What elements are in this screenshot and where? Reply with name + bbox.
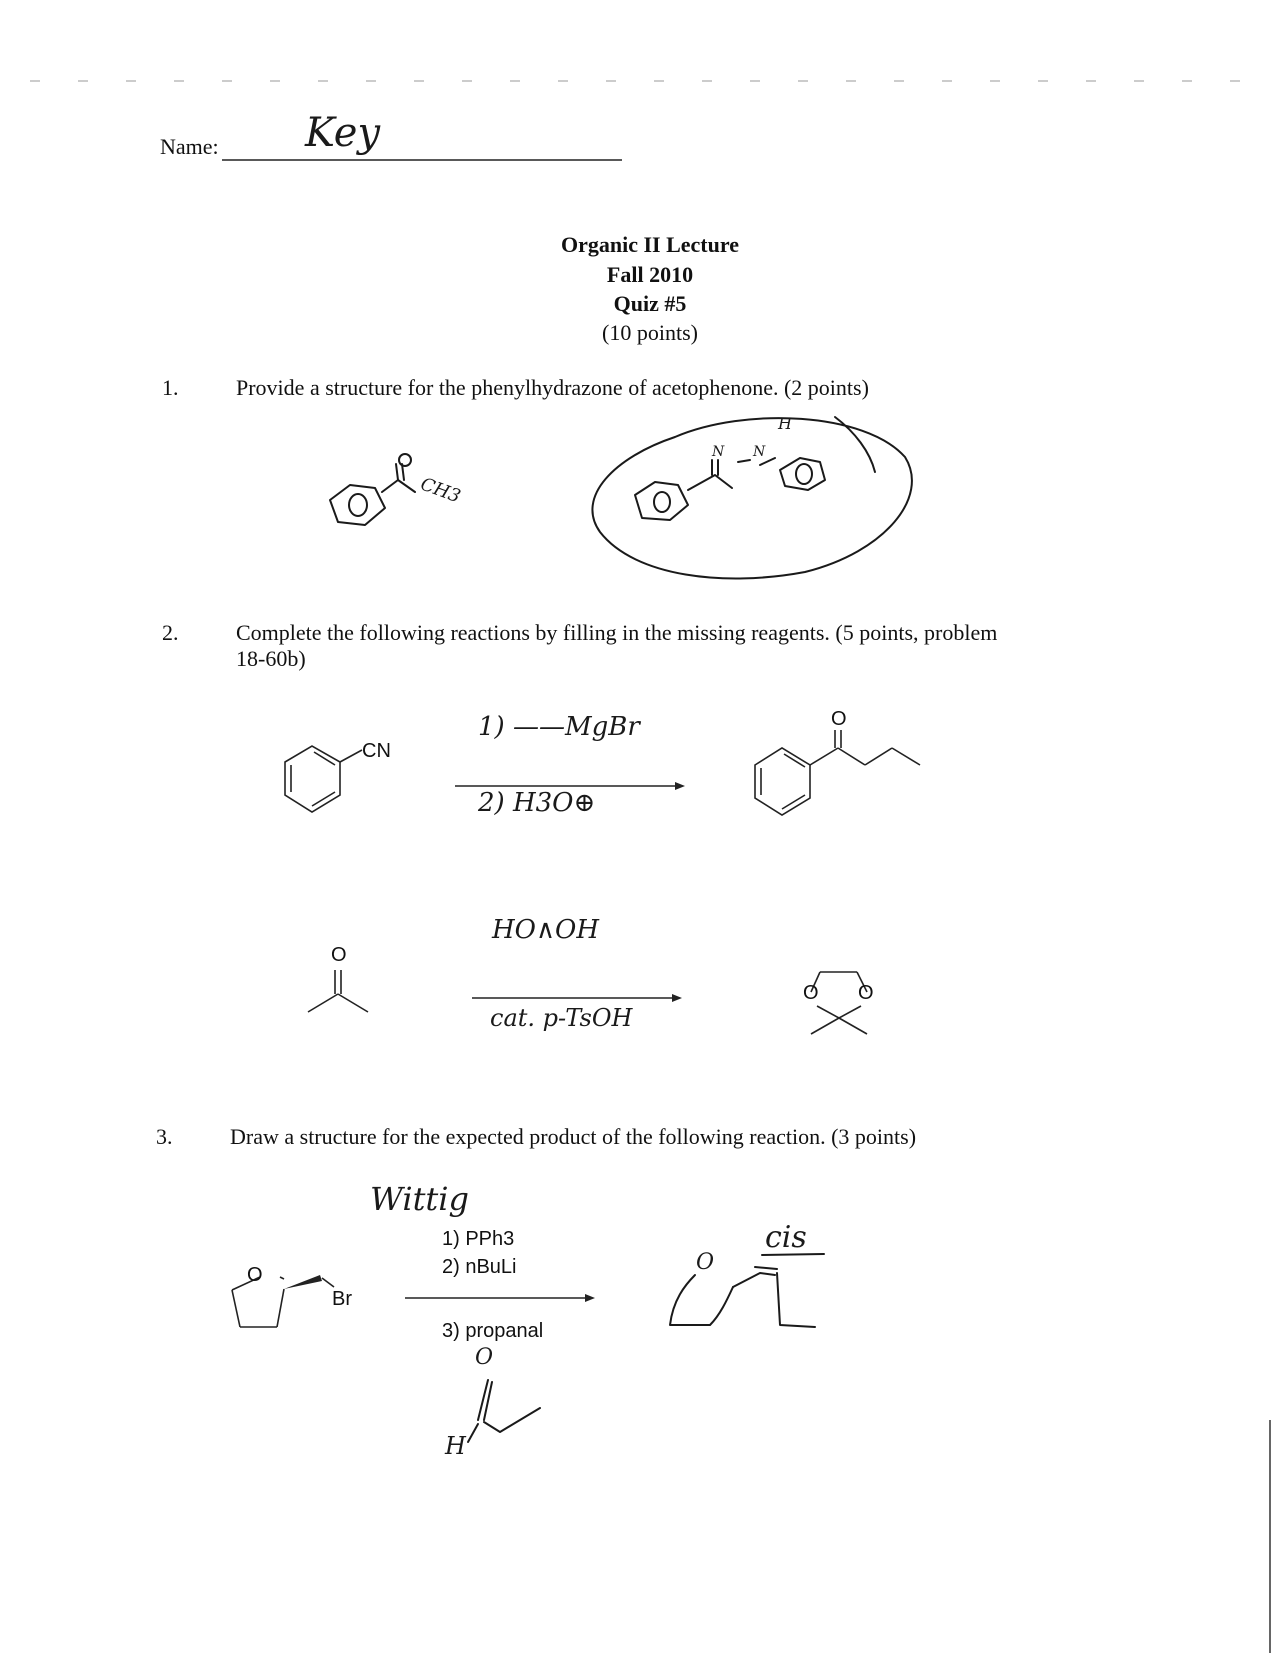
name-value-handwritten: Key xyxy=(305,110,381,156)
q2-r1-reagent-top: 1) ——MgBr xyxy=(478,712,640,742)
title-term: Fall 2010 xyxy=(606,262,694,287)
q2-r2-reagent-top: HO∧OH xyxy=(492,915,600,945)
q1-n2-label: N xyxy=(753,444,766,460)
name-underline xyxy=(222,158,622,162)
q3-reagent-3: 3) propanal xyxy=(442,1320,544,1342)
q3-product-o: O xyxy=(696,1250,715,1275)
q2-r1-cn-label: CN xyxy=(362,740,391,762)
q2-r2-product-o2: O xyxy=(858,982,874,1004)
q2-number: 2. xyxy=(162,620,179,645)
q2-r2-product-o1: O xyxy=(803,982,819,1004)
q2-r1-product xyxy=(750,720,950,830)
q3-number: 3. xyxy=(156,1124,173,1149)
q3-cis-note: cis xyxy=(765,1220,807,1255)
q1-phenylhydrazone-structure xyxy=(620,430,880,540)
title-points: (10 points) xyxy=(602,320,698,345)
title-quiz: Quiz #5 xyxy=(613,291,687,316)
q1-text: Provide a structure for the phenylhydrazone of acetophenone. (2 points) xyxy=(236,375,869,400)
q1-n1-label: N xyxy=(712,444,725,460)
q2-r2-arrow xyxy=(472,992,682,1004)
name-label: Name: xyxy=(160,134,219,159)
q3-substrate-o: O xyxy=(247,1264,263,1286)
q3-reagent-1: 1) PPh3 xyxy=(442,1228,515,1250)
q2-r2-acetone xyxy=(300,960,390,1030)
q1-ch3-label: CH3 xyxy=(417,473,464,508)
q3-aldehyde-o: O xyxy=(475,1345,494,1370)
q2-r2-substrate-o: O xyxy=(331,944,347,966)
q3-product-sketch xyxy=(665,1255,845,1355)
scan-right-edge xyxy=(1268,0,1272,1653)
q3-aldehyde-h: H xyxy=(445,1432,466,1460)
scan-top-dashes xyxy=(0,78,1280,88)
q2-r1-product-o: O xyxy=(831,708,847,730)
q1-h-label: H xyxy=(778,414,792,433)
q3-text: Draw a structure for the expected product of the following reaction. (3 points) xyxy=(230,1124,917,1149)
q3-substrate-br: Br xyxy=(332,1288,352,1310)
q3-arrow xyxy=(405,1292,595,1304)
title-course: Organic II Lecture xyxy=(560,232,739,257)
q2-r1-reagent-bottom: 2) H3O⊕ xyxy=(478,788,596,818)
q1-acetophenone-structure xyxy=(320,450,520,570)
q2-text-line1: Complete the following reactions by filling in the missing reagents. (5 points, problem xyxy=(236,620,998,645)
q3-wittig-note: Wittig xyxy=(370,1180,469,1218)
q1-number: 1. xyxy=(162,375,179,400)
q2-r2-reagent-bottom: cat. p-TsOH xyxy=(490,1004,633,1032)
q3-reagent-2: 2) nBuLi xyxy=(442,1256,517,1278)
q2-text-line2: 18-60b) xyxy=(236,646,306,671)
